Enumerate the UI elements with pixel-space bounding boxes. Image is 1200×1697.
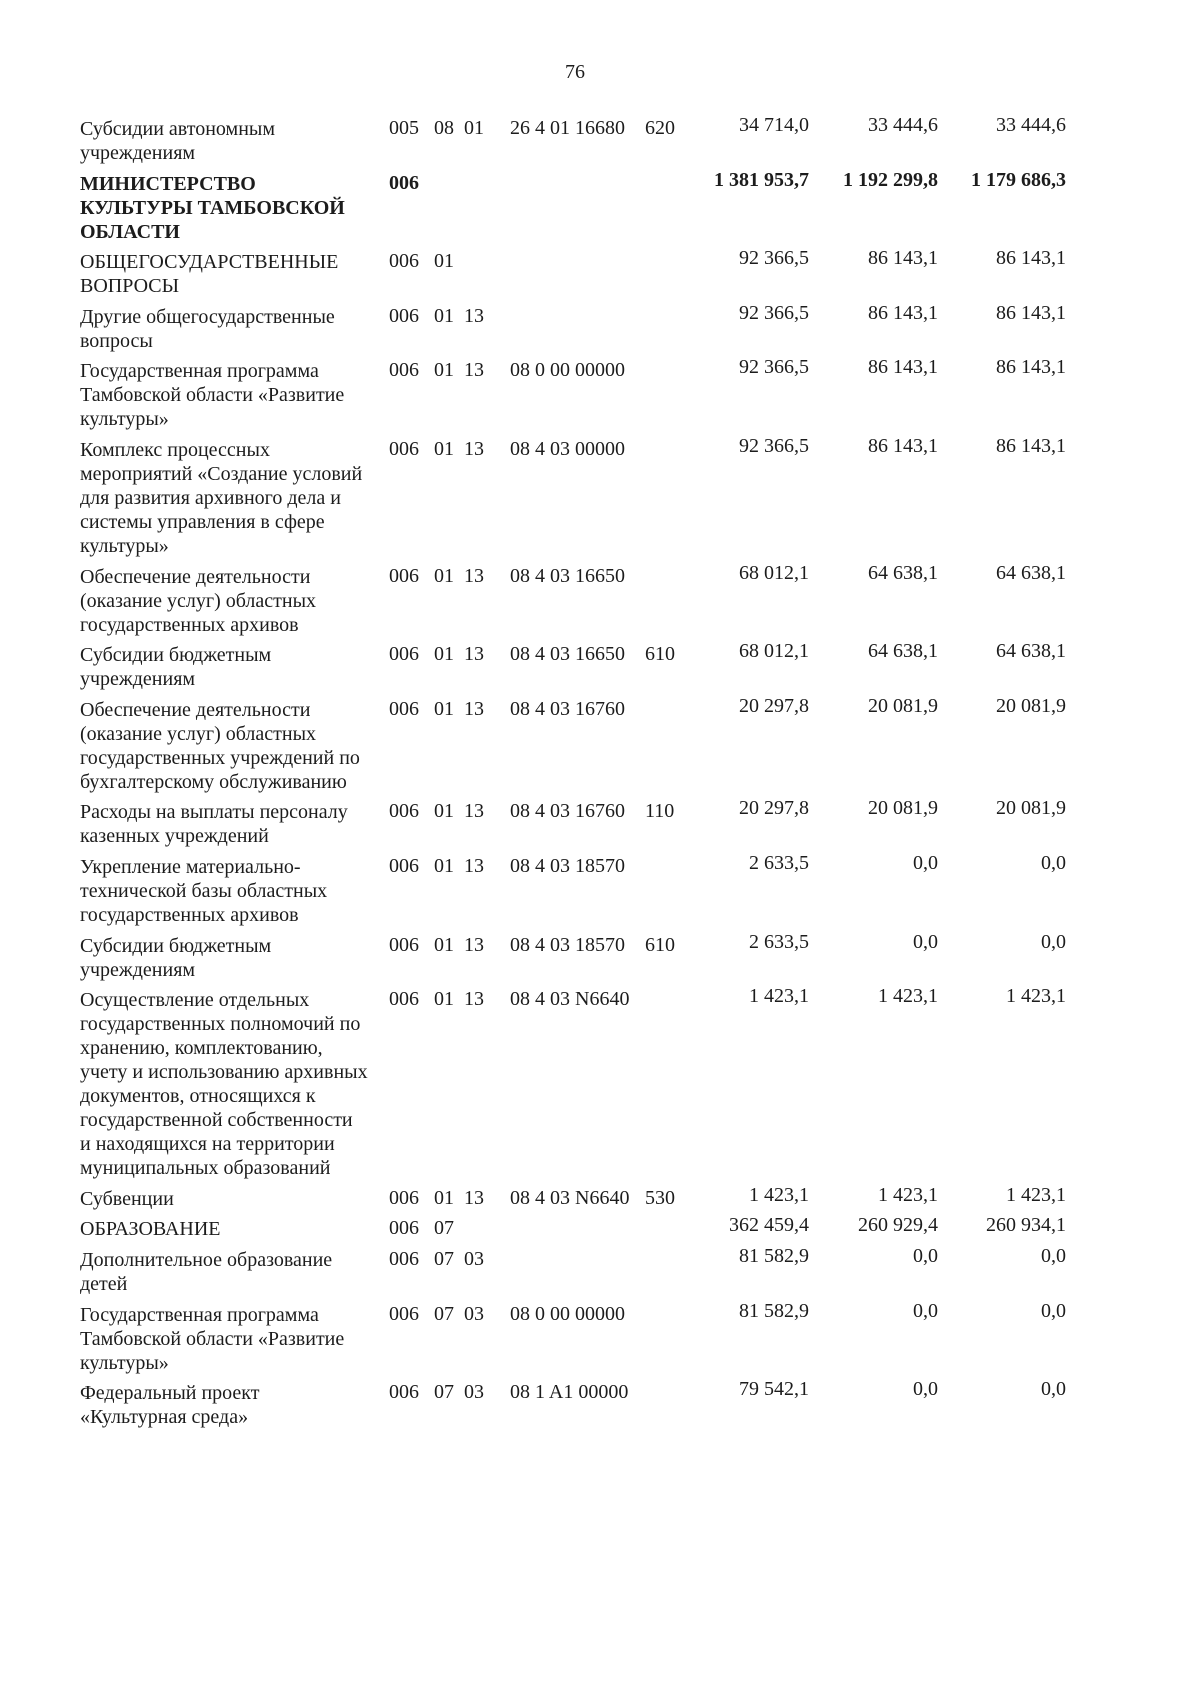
amount-column-3: 64 638,1: [996, 640, 1066, 663]
ministry-code: 006: [389, 643, 419, 666]
item-name-line: Субсидии автономным: [80, 118, 275, 140]
amount-column-1: 20 297,8: [739, 797, 809, 820]
table-row: [0, 694, 1200, 794]
amount-column-3: 86 143,1: [996, 247, 1066, 270]
item-name-line: Тамбовской области «Развитие: [80, 384, 345, 407]
item-name-line: учреждениям: [80, 958, 196, 981]
section-code: 07: [434, 1381, 454, 1404]
table-row: [0, 1378, 1200, 1429]
table-row: [0, 168, 1200, 244]
item-name-line: учреждениям: [80, 668, 196, 691]
subsection-code: 13: [464, 1186, 484, 1209]
item-name-line: вопросы: [80, 329, 153, 352]
ministry-code: 006: [389, 1247, 419, 1270]
subsection-code: 13: [464, 304, 484, 327]
amount-column-1: 92 366,5: [739, 434, 809, 457]
ministry-code: 006: [389, 1302, 419, 1325]
item-name-line: ВОПРОСЫ: [80, 275, 180, 298]
table-row: [0, 1244, 1200, 1296]
item-name: [80, 800, 380, 848]
amount-column-1: 92 366,5: [739, 356, 809, 379]
item-name-line: Осуществление отдельных: [80, 989, 310, 1012]
item-name-line: Обеспечение деятельности: [80, 565, 311, 588]
item-name-line: Расходы на выплаты персоналу: [80, 801, 348, 824]
table-row: [0, 1214, 1200, 1241]
amount-column-2: 86 143,1: [868, 356, 938, 379]
item-name-line: Государственная программа: [80, 360, 319, 383]
item-name-line: для развития архивного дела и: [80, 486, 341, 509]
table-row: [0, 985, 1200, 1180]
amount-column-2: 0,0: [913, 1244, 938, 1267]
subsection-code: 13: [464, 564, 484, 587]
item-name: [80, 1248, 380, 1296]
ministry-code: 006: [389, 697, 419, 720]
amount-column-2: 86 143,1: [868, 247, 938, 270]
ministry-code: 006: [389, 1217, 419, 1240]
item-name-line: Федеральный проект: [80, 1382, 260, 1405]
amount-column-2: 64 638,1: [868, 640, 938, 663]
item-name-line: КУЛЬТУРЫ ТАМБОВСКОЙ: [80, 196, 345, 219]
item-name: [80, 438, 380, 558]
item-name: [80, 1187, 380, 1211]
section-code: 01: [434, 564, 454, 587]
section-code: 01: [434, 988, 454, 1011]
subsection-code: 03: [464, 1302, 484, 1325]
section-code: 01: [434, 359, 454, 382]
item-name: [80, 934, 380, 982]
target-article-code: 08 4 03 18570: [510, 933, 625, 956]
item-name-line: государственных учреждений по: [80, 746, 360, 769]
amount-column-3: 1 423,1: [1006, 1183, 1066, 1206]
amount-column-2: 0,0: [913, 930, 938, 953]
target-article-code: 08 4 03 N6640: [510, 988, 630, 1011]
item-name: [80, 565, 380, 637]
subsection-code: 13: [464, 643, 484, 666]
item-name-line: системы управления в сфере: [80, 510, 325, 533]
table-row: [0, 114, 1200, 165]
item-name-line: Тамбовской области «Развитие: [80, 1327, 345, 1350]
item-name-line: бухгалтерскому обслуживанию: [80, 770, 347, 793]
amount-column-1: 92 366,5: [739, 301, 809, 324]
expense-type-code: 610: [645, 643, 675, 666]
table-row: [0, 797, 1200, 848]
amount-column-2: 1 192 299,8: [843, 168, 938, 191]
item-name-line: культуры»: [80, 534, 169, 557]
item-name-line: ОБРАЗОВАНИЕ: [80, 1218, 221, 1241]
amount-column-3: 86 143,1: [996, 301, 1066, 324]
ministry-code: 006: [389, 171, 419, 194]
target-article-code: 08 4 03 16650: [510, 643, 625, 666]
section-code: 01: [434, 304, 454, 327]
ministry-code: 006: [389, 1381, 419, 1404]
amount-column-3: 0,0: [1041, 1299, 1066, 1322]
item-name: [80, 305, 380, 353]
target-article-code: 08 4 03 00000: [510, 437, 625, 460]
table-row: [0, 434, 1200, 558]
ministry-code: 006: [389, 304, 419, 327]
subsection-code: 13: [464, 697, 484, 720]
item-name-line: казенных учреждений: [80, 825, 269, 848]
table-row: [0, 851, 1200, 927]
section-code: 07: [434, 1247, 454, 1270]
item-name-line: Обеспечение деятельности: [80, 698, 311, 721]
item-name: [80, 1303, 380, 1375]
amount-column-1: 92 366,5: [739, 247, 809, 270]
amount-column-1: 1 423,1: [749, 985, 809, 1008]
amount-column-3: 20 081,9: [996, 694, 1066, 717]
amount-column-1: 81 582,9: [739, 1299, 809, 1322]
section-code: 01: [434, 854, 454, 877]
item-name: [80, 117, 380, 165]
amount-column-1: 34 714,0: [739, 114, 809, 136]
amount-column-2: 86 143,1: [868, 434, 938, 457]
item-name: [80, 250, 380, 298]
section-code: 01: [434, 437, 454, 460]
item-name-line: и находящихся на территории: [80, 1133, 335, 1156]
target-article-code: 08 4 03 16650: [510, 564, 625, 587]
amount-column-1: 68 012,1: [739, 640, 809, 663]
target-article-code: 08 1 A1 00000: [510, 1381, 629, 1404]
item-name-line: государственных полномочий по: [80, 1013, 361, 1036]
amount-column-3: 0,0: [1041, 1378, 1066, 1401]
section-code: 01: [434, 1186, 454, 1209]
amount-column-2: 64 638,1: [868, 561, 938, 584]
item-name-line: культуры»: [80, 408, 169, 431]
section-code: 01: [434, 697, 454, 720]
subsection-code: 13: [464, 359, 484, 382]
subsection-code: 13: [464, 800, 484, 823]
subsection-code: 01: [464, 117, 484, 139]
table-row: [0, 356, 1200, 431]
subsection-code: 13: [464, 933, 484, 956]
amount-column-1: 2 633,5: [749, 930, 809, 953]
item-name: [80, 1217, 380, 1241]
amount-column-2: 1 423,1: [878, 985, 938, 1008]
target-article-code: 26 4 01 16680: [510, 117, 625, 139]
amount-column-3: 0,0: [1041, 1244, 1066, 1267]
ministry-code: 006: [389, 800, 419, 823]
amount-column-3: 20 081,9: [996, 797, 1066, 820]
item-name-line: Субсидии бюджетным: [80, 934, 272, 957]
amount-column-1: 1 423,1: [749, 1183, 809, 1206]
item-name: [80, 172, 380, 244]
target-article-code: 08 4 03 N6640: [510, 1186, 630, 1209]
page-number: 76: [565, 61, 585, 83]
amount-column-2: 20 081,9: [868, 797, 938, 820]
amount-column-3: 1 423,1: [1006, 985, 1066, 1008]
item-name-line: Дополнительное образование: [80, 1248, 333, 1271]
item-name-line: хранению, комплектованию,: [80, 1037, 323, 1060]
item-name-line: детей: [80, 1272, 128, 1295]
section-code: 08: [434, 117, 454, 139]
target-article-code: 08 4 03 16760: [510, 697, 625, 720]
item-name-line: мероприятий «Создание условий: [80, 462, 363, 485]
amount-column-3: 0,0: [1041, 930, 1066, 953]
item-name-line: Субсидии бюджетным: [80, 644, 272, 667]
item-name: [80, 643, 380, 691]
section-code: 07: [434, 1217, 454, 1240]
item-name-line: МИНИСТЕРСТВО: [80, 172, 256, 195]
table-row: [0, 640, 1200, 691]
subsection-code: 13: [464, 437, 484, 460]
ministry-code: 005: [389, 117, 419, 139]
amount-column-3: 0,0: [1041, 851, 1066, 874]
item-name-line: технической базы областных: [80, 879, 328, 902]
table-row: [0, 561, 1200, 637]
ministry-code: 006: [389, 933, 419, 956]
amount-column-1: 81 582,9: [739, 1244, 809, 1267]
amount-column-2: 260 929,4: [858, 1214, 938, 1237]
ministry-code: 006: [389, 437, 419, 460]
subsection-code: 13: [464, 988, 484, 1011]
amount-column-3: 64 638,1: [996, 561, 1066, 584]
amount-column-2: 86 143,1: [868, 301, 938, 324]
amount-column-3: 86 143,1: [996, 356, 1066, 379]
item-name-line: государственных архивов: [80, 613, 299, 636]
expense-type-code: 620: [645, 117, 675, 139]
amount-column-1: 362 459,4: [729, 1214, 809, 1237]
budget-table: [0, 114, 1200, 1429]
item-name-line: ОБЛАСТИ: [80, 220, 180, 243]
table-row: [0, 1183, 1200, 1211]
item-name: [80, 855, 380, 927]
table-row: [0, 1299, 1200, 1375]
section-code: 07: [434, 1302, 454, 1325]
amount-column-2: 1 423,1: [878, 1183, 938, 1206]
ministry-code: 006: [389, 250, 419, 273]
item-name-line: культуры»: [80, 1351, 169, 1374]
section-code: 01: [434, 643, 454, 666]
item-name-line: муниципальных образований: [80, 1157, 331, 1180]
expense-type-code: 610: [645, 933, 675, 956]
amount-column-2: 0,0: [913, 1378, 938, 1401]
amount-column-1: 68 012,1: [739, 561, 809, 584]
ministry-code: 006: [389, 854, 419, 877]
amount-column-3: 86 143,1: [996, 434, 1066, 457]
target-article-code: 08 0 00 00000: [510, 359, 625, 382]
subsection-code: 03: [464, 1381, 484, 1404]
item-name-line: Комплекс процессных: [80, 438, 270, 461]
ministry-code: 006: [389, 359, 419, 382]
table-row: [0, 930, 1200, 982]
table-row: [0, 301, 1200, 353]
item-name-line: государственной собственности: [80, 1109, 353, 1132]
item-name-line: Другие общегосударственные: [80, 305, 335, 328]
item-name-line: (оказание услуг) областных: [80, 722, 317, 745]
section-code: 01: [434, 933, 454, 956]
item-name-line: (оказание услуг) областных: [80, 589, 317, 612]
amount-column-2: 33 444,6: [868, 114, 938, 136]
item-name-line: Субвенции: [80, 1187, 174, 1210]
section-code: 01: [434, 800, 454, 823]
item-name: [80, 698, 380, 794]
item-name-line: учреждениям: [80, 142, 196, 164]
item-name-line: документов, относящихся к: [80, 1085, 316, 1108]
item-name-line: учету и использованию архивных: [80, 1061, 368, 1084]
item-name-line: Укрепление материально-: [80, 855, 301, 878]
target-article-code: 08 4 03 16760: [510, 800, 625, 823]
target-article-code: 08 4 03 18570: [510, 854, 625, 877]
item-name: [80, 988, 380, 1180]
item-name-line: государственных архивов: [80, 903, 299, 926]
ministry-code: 006: [389, 1186, 419, 1209]
ministry-code: 006: [389, 988, 419, 1011]
amount-column-2: 0,0: [913, 851, 938, 874]
amount-column-3: 260 934,1: [986, 1214, 1066, 1237]
amount-column-1: 79 542,1: [739, 1378, 809, 1401]
expense-type-code: 530: [645, 1186, 675, 1209]
subsection-code: 13: [464, 854, 484, 877]
amount-column-2: 20 081,9: [868, 694, 938, 717]
table-row: [0, 247, 1200, 298]
amount-column-3: 33 444,6: [996, 114, 1066, 136]
section-code: 01: [434, 250, 454, 273]
item-name-line: «Культурная среда»: [80, 1406, 249, 1429]
item-name: [80, 1381, 380, 1429]
amount-column-1: 20 297,8: [739, 694, 809, 717]
target-article-code: 08 0 00 00000: [510, 1302, 625, 1325]
item-name-line: ОБЩЕГОСУДАРСТВЕННЫЕ: [80, 251, 339, 274]
subsection-code: 03: [464, 1247, 484, 1270]
item-name-line: Государственная программа: [80, 1303, 319, 1326]
amount-column-1: 1 381 953,7: [714, 168, 809, 191]
expense-type-code: 110: [645, 800, 675, 823]
item-name: [80, 359, 380, 431]
ministry-code: 006: [389, 564, 419, 587]
amount-column-2: 0,0: [913, 1299, 938, 1322]
amount-column-1: 2 633,5: [749, 851, 809, 874]
amount-column-3: 1 179 686,3: [971, 168, 1066, 191]
